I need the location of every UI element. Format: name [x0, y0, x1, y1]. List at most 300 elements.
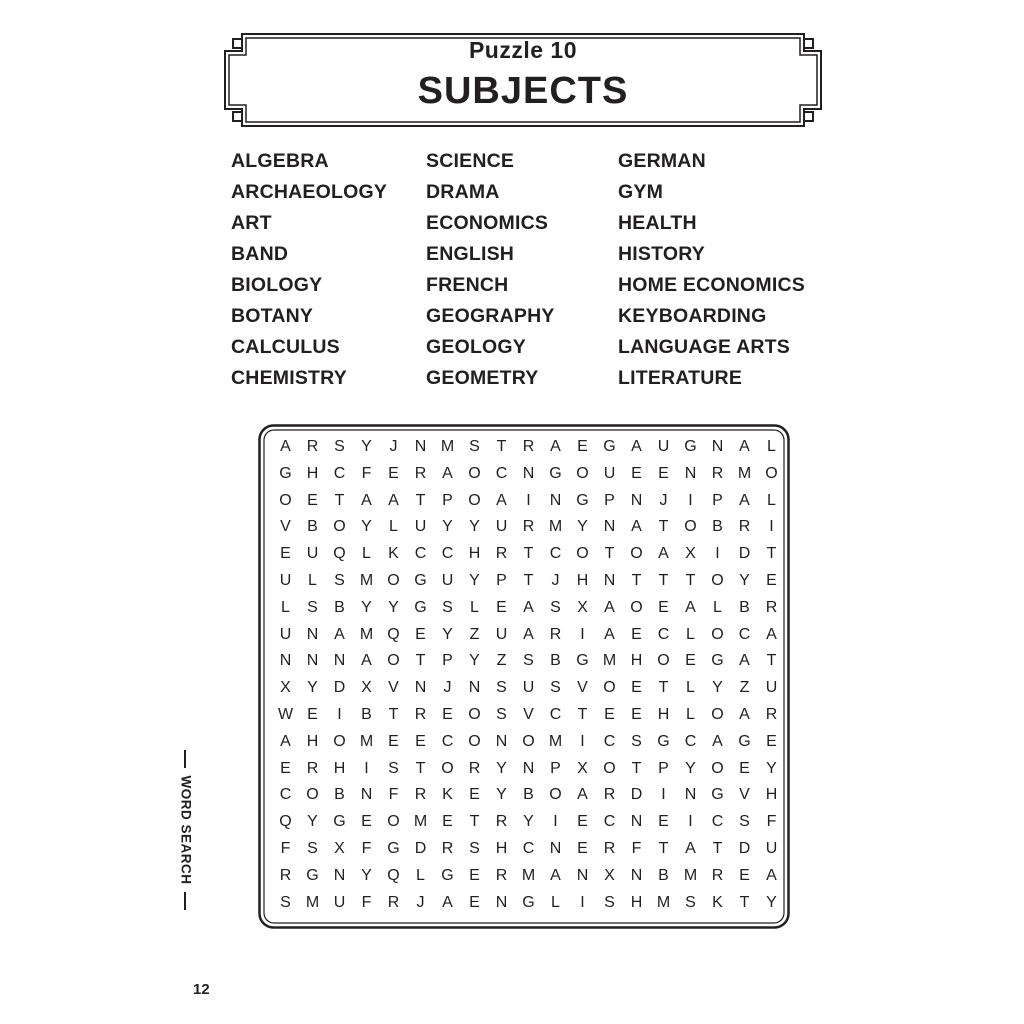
grid-letter[interactable]: R: [522, 518, 535, 536]
grid-letter[interactable]: O: [765, 464, 778, 482]
grid-letter[interactable]: L: [281, 598, 290, 616]
grid-letter[interactable]: Y: [361, 438, 372, 455]
grid-letter[interactable]: R: [414, 464, 427, 482]
grid-letter[interactable]: O: [441, 759, 454, 777]
grid-letter[interactable]: C: [603, 813, 616, 831]
grid-letter[interactable]: I: [580, 732, 585, 750]
grid-letter[interactable]: E: [766, 732, 777, 750]
grid-letter[interactable]: M: [656, 893, 671, 911]
grid-letter[interactable]: O: [603, 759, 616, 777]
grid-letter[interactable]: A: [685, 839, 696, 857]
grid-letter[interactable]: Q: [279, 813, 292, 831]
grid-letter[interactable]: E: [415, 732, 426, 750]
grid-letter[interactable]: X: [361, 679, 372, 697]
grid-letter[interactable]: N: [603, 571, 616, 589]
grid-letter[interactable]: E: [631, 625, 642, 643]
grid-letter[interactable]: X: [577, 598, 588, 616]
grid-letter[interactable]: I: [661, 786, 666, 804]
grid-letter[interactable]: O: [387, 652, 400, 670]
grid-letter[interactable]: H: [468, 545, 481, 563]
grid-letter[interactable]: A: [604, 598, 615, 616]
grid-letter[interactable]: A: [550, 438, 561, 455]
grid-letter[interactable]: G: [414, 598, 427, 616]
grid-letter[interactable]: A: [361, 491, 372, 509]
grid-letter[interactable]: T: [523, 571, 534, 589]
grid-letter[interactable]: T: [658, 839, 669, 857]
grid-letter[interactable]: R: [306, 759, 319, 777]
grid-letter[interactable]: Z: [469, 625, 480, 643]
grid-letter[interactable]: R: [738, 518, 751, 536]
grid-letter[interactable]: Y: [361, 866, 372, 884]
grid-letter[interactable]: G: [738, 732, 751, 750]
grid-letter[interactable]: H: [306, 732, 319, 750]
grid-letter[interactable]: R: [603, 839, 616, 857]
grid-letter[interactable]: H: [630, 893, 643, 911]
grid-letter[interactable]: G: [576, 491, 589, 509]
grid-letter[interactable]: F: [280, 839, 291, 857]
grid-letter[interactable]: P: [496, 571, 507, 589]
grid-letter[interactable]: X: [685, 545, 696, 563]
grid-letter[interactable]: Y: [496, 786, 507, 804]
grid-letter[interactable]: E: [577, 438, 588, 455]
grid-letter[interactable]: F: [361, 839, 372, 857]
grid-letter[interactable]: C: [711, 813, 724, 831]
grid-letter[interactable]: F: [766, 813, 777, 831]
grid-letter[interactable]: R: [765, 598, 778, 616]
grid-letter[interactable]: C: [603, 732, 616, 750]
grid-letter[interactable]: G: [684, 438, 697, 455]
grid-letter[interactable]: P: [442, 652, 453, 670]
grid-letter[interactable]: M: [521, 866, 536, 884]
grid-letter[interactable]: G: [522, 893, 535, 911]
grid-letter[interactable]: R: [495, 813, 508, 831]
grid-letter[interactable]: S: [469, 839, 480, 857]
grid-letter[interactable]: E: [631, 679, 642, 697]
grid-letter[interactable]: A: [739, 652, 750, 670]
grid-letter[interactable]: H: [657, 705, 670, 723]
grid-letter[interactable]: E: [307, 705, 318, 723]
grid-letter[interactable]: P: [550, 759, 561, 777]
grid-letter[interactable]: N: [306, 652, 319, 670]
grid-letter[interactable]: I: [580, 625, 585, 643]
grid-letter[interactable]: L: [416, 866, 425, 884]
grid-letter[interactable]: M: [602, 652, 617, 670]
grid-letter[interactable]: A: [280, 438, 291, 455]
grid-letter[interactable]: T: [685, 571, 696, 589]
grid-letter[interactable]: M: [440, 438, 455, 455]
grid-letter[interactable]: M: [305, 893, 320, 911]
grid-letter[interactable]: S: [334, 438, 345, 455]
grid-letter[interactable]: O: [711, 625, 724, 643]
grid-letter[interactable]: N: [684, 786, 697, 804]
grid-letter[interactable]: H: [630, 652, 643, 670]
grid-letter[interactable]: Y: [469, 571, 480, 589]
grid-letter[interactable]: E: [658, 813, 669, 831]
grid-letter[interactable]: W: [277, 705, 294, 723]
grid-letter[interactable]: L: [389, 518, 398, 536]
grid-letter[interactable]: V: [388, 679, 399, 697]
grid-letter[interactable]: O: [657, 652, 670, 670]
grid-letter[interactable]: R: [495, 866, 508, 884]
grid-letter[interactable]: T: [415, 652, 426, 670]
grid-letter[interactable]: Q: [387, 625, 400, 643]
grid-letter[interactable]: E: [415, 625, 426, 643]
grid-letter[interactable]: E: [577, 813, 588, 831]
grid-letter[interactable]: U: [441, 571, 454, 589]
grid-letter[interactable]: H: [576, 571, 589, 589]
grid-letter[interactable]: R: [414, 705, 427, 723]
grid-letter[interactable]: Y: [442, 625, 453, 643]
grid-letter[interactable]: I: [769, 518, 774, 536]
grid-letter[interactable]: M: [548, 518, 563, 536]
grid-letter[interactable]: L: [713, 598, 722, 616]
grid-letter[interactable]: I: [688, 813, 693, 831]
grid-letter[interactable]: E: [658, 464, 669, 482]
grid-letter[interactable]: S: [442, 598, 453, 616]
grid-letter[interactable]: O: [549, 786, 562, 804]
grid-letter[interactable]: B: [334, 598, 345, 616]
grid-letter[interactable]: S: [469, 438, 480, 455]
grid-letter[interactable]: M: [359, 571, 374, 589]
grid-letter[interactable]: S: [550, 598, 561, 616]
grid-letter[interactable]: L: [362, 545, 371, 563]
grid-letter[interactable]: A: [496, 491, 507, 509]
grid-letter[interactable]: P: [712, 491, 723, 509]
grid-letter[interactable]: D: [738, 839, 751, 857]
grid-letter[interactable]: H: [333, 759, 346, 777]
grid-letter[interactable]: N: [549, 839, 562, 857]
grid-letter[interactable]: Y: [442, 518, 453, 536]
grid-letter[interactable]: R: [441, 839, 454, 857]
grid-letter[interactable]: F: [361, 464, 372, 482]
grid-letter[interactable]: A: [523, 598, 534, 616]
grid-letter[interactable]: O: [468, 732, 481, 750]
grid-letter[interactable]: I: [553, 813, 558, 831]
grid-letter[interactable]: K: [712, 893, 723, 911]
grid-letter[interactable]: U: [765, 839, 778, 857]
grid-letter[interactable]: E: [469, 786, 480, 804]
grid-letter[interactable]: C: [549, 705, 562, 723]
grid-letter[interactable]: E: [280, 545, 291, 563]
grid-letter[interactable]: O: [630, 598, 643, 616]
grid-letter[interactable]: M: [359, 625, 374, 643]
grid-letter[interactable]: A: [712, 732, 723, 750]
grid-letter[interactable]: O: [279, 491, 292, 509]
grid-letter[interactable]: T: [469, 813, 480, 831]
grid-letter[interactable]: G: [711, 786, 724, 804]
grid-letter[interactable]: Y: [766, 893, 777, 911]
grid-letter[interactable]: L: [308, 571, 317, 589]
grid-letter[interactable]: E: [442, 705, 453, 723]
grid-letter[interactable]: G: [711, 652, 724, 670]
grid-letter[interactable]: R: [711, 866, 724, 884]
grid-letter[interactable]: E: [739, 759, 750, 777]
grid-letter[interactable]: N: [333, 652, 346, 670]
grid-letter[interactable]: R: [522, 438, 535, 455]
grid-letter[interactable]: U: [279, 625, 292, 643]
grid-letter[interactable]: Y: [739, 571, 750, 589]
grid-letter[interactable]: P: [604, 491, 615, 509]
grid-letter[interactable]: E: [631, 705, 642, 723]
grid-letter[interactable]: T: [523, 545, 534, 563]
grid-letter[interactable]: J: [416, 893, 425, 911]
grid-letter[interactable]: Y: [685, 759, 696, 777]
grid-letter[interactable]: T: [766, 545, 777, 563]
grid-letter[interactable]: Q: [387, 866, 400, 884]
grid-letter[interactable]: L: [767, 491, 776, 509]
grid-letter[interactable]: Y: [361, 598, 372, 616]
grid-letter[interactable]: A: [739, 705, 750, 723]
grid-letter[interactable]: M: [359, 732, 374, 750]
grid-letter[interactable]: C: [495, 464, 508, 482]
grid-letter[interactable]: L: [551, 893, 560, 911]
grid-letter[interactable]: O: [306, 786, 319, 804]
grid-letter[interactable]: Z: [496, 652, 507, 670]
grid-letter[interactable]: X: [280, 679, 291, 697]
grid-letter[interactable]: A: [442, 464, 453, 482]
grid-letter[interactable]: E: [469, 866, 480, 884]
grid-letter[interactable]: F: [388, 786, 399, 804]
grid-letter[interactable]: A: [577, 786, 588, 804]
grid-letter[interactable]: L: [470, 598, 479, 616]
grid-letter[interactable]: L: [686, 705, 695, 723]
grid-letter[interactable]: E: [280, 759, 291, 777]
grid-letter[interactable]: S: [388, 759, 399, 777]
grid-letter[interactable]: N: [522, 759, 535, 777]
grid-letter[interactable]: O: [576, 545, 589, 563]
grid-letter[interactable]: X: [334, 839, 345, 857]
grid-letter[interactable]: B: [712, 518, 723, 536]
grid-letter[interactable]: C: [414, 545, 427, 563]
grid-letter[interactable]: G: [603, 438, 616, 455]
grid-letter[interactable]: I: [364, 759, 369, 777]
grid-letter[interactable]: S: [685, 893, 696, 911]
grid-letter[interactable]: R: [279, 866, 292, 884]
grid-letter[interactable]: Z: [739, 679, 750, 697]
grid-letter[interactable]: Y: [496, 759, 507, 777]
grid-letter[interactable]: E: [658, 598, 669, 616]
grid-letter[interactable]: G: [414, 571, 427, 589]
grid-letter[interactable]: R: [711, 464, 724, 482]
grid-letter[interactable]: G: [279, 464, 292, 482]
grid-letter[interactable]: Y: [361, 518, 372, 536]
grid-letter[interactable]: R: [387, 893, 400, 911]
grid-letter[interactable]: E: [739, 866, 750, 884]
grid-letter[interactable]: S: [280, 893, 291, 911]
grid-letter[interactable]: N: [360, 786, 373, 804]
grid-letter[interactable]: C: [657, 625, 670, 643]
grid-letter[interactable]: O: [684, 518, 697, 536]
grid-letter[interactable]: S: [307, 839, 318, 857]
grid-letter[interactable]: O: [387, 813, 400, 831]
grid-letter[interactable]: N: [549, 491, 562, 509]
grid-letter[interactable]: N: [711, 438, 724, 455]
grid-letter[interactable]: S: [550, 679, 561, 697]
grid-letter[interactable]: U: [333, 893, 346, 911]
grid-letter[interactable]: I: [337, 705, 342, 723]
grid-letter[interactable]: A: [766, 625, 777, 643]
grid-letter[interactable]: C: [522, 839, 535, 857]
grid-letter[interactable]: X: [604, 866, 615, 884]
grid-letter[interactable]: T: [658, 679, 669, 697]
grid-letter[interactable]: C: [441, 732, 454, 750]
grid-letter[interactable]: E: [766, 571, 777, 589]
grid-letter[interactable]: A: [631, 518, 642, 536]
grid-letter[interactable]: E: [307, 491, 318, 509]
grid-letter[interactable]: U: [495, 625, 508, 643]
grid-letter[interactable]: E: [577, 839, 588, 857]
grid-letter[interactable]: Y: [523, 813, 534, 831]
grid-letter[interactable]: S: [631, 732, 642, 750]
grid-letter[interactable]: C: [441, 545, 454, 563]
grid-letter[interactable]: B: [658, 866, 669, 884]
grid-letter[interactable]: B: [550, 652, 561, 670]
grid-letter[interactable]: T: [388, 705, 399, 723]
grid-letter[interactable]: E: [604, 705, 615, 723]
grid-letter[interactable]: N: [684, 464, 697, 482]
grid-letter[interactable]: X: [577, 759, 588, 777]
grid-letter[interactable]: S: [334, 571, 345, 589]
grid-letter[interactable]: E: [442, 813, 453, 831]
grid-letter[interactable]: M: [548, 732, 563, 750]
grid-letter[interactable]: N: [414, 438, 427, 455]
grid-letter[interactable]: G: [333, 813, 346, 831]
grid-letter[interactable]: T: [334, 491, 345, 509]
grid-letter[interactable]: E: [361, 813, 372, 831]
grid-letter[interactable]: Q: [333, 545, 346, 563]
grid-letter[interactable]: R: [468, 759, 481, 777]
grid-letter[interactable]: T: [415, 491, 426, 509]
grid-letter[interactable]: M: [737, 464, 752, 482]
grid-letter[interactable]: Y: [577, 518, 588, 536]
grid-letter[interactable]: J: [551, 571, 560, 589]
grid-letter[interactable]: S: [604, 893, 615, 911]
grid-letter[interactable]: U: [495, 518, 508, 536]
grid-letter[interactable]: D: [414, 839, 427, 857]
grid-letter[interactable]: O: [333, 518, 346, 536]
grid-letter[interactable]: T: [604, 545, 615, 563]
grid-letter[interactable]: C: [333, 464, 346, 482]
grid-letter[interactable]: B: [334, 786, 345, 804]
grid-letter[interactable]: A: [685, 598, 696, 616]
grid-letter[interactable]: O: [711, 759, 724, 777]
grid-letter[interactable]: E: [388, 464, 399, 482]
grid-letter[interactable]: A: [361, 652, 372, 670]
grid-letter[interactable]: O: [468, 705, 481, 723]
grid-letter[interactable]: Y: [388, 598, 399, 616]
grid-letter[interactable]: O: [468, 464, 481, 482]
grid-letter[interactable]: A: [523, 625, 534, 643]
grid-letter[interactable]: M: [413, 813, 428, 831]
grid-letter[interactable]: R: [495, 545, 508, 563]
grid-letter[interactable]: M: [683, 866, 698, 884]
grid-letter[interactable]: B: [739, 598, 750, 616]
grid-letter[interactable]: A: [550, 866, 561, 884]
grid-letter[interactable]: O: [603, 679, 616, 697]
grid-letter[interactable]: G: [387, 839, 400, 857]
grid-letter[interactable]: T: [631, 759, 642, 777]
grid-letter[interactable]: F: [631, 839, 642, 857]
grid-letter[interactable]: V: [280, 518, 291, 536]
grid-letter[interactable]: J: [443, 679, 452, 697]
grid-letter[interactable]: F: [361, 893, 372, 911]
grid-letter[interactable]: R: [306, 438, 319, 455]
grid-letter[interactable]: J: [659, 491, 668, 509]
grid-letter[interactable]: T: [577, 705, 588, 723]
grid-letter[interactable]: C: [738, 625, 751, 643]
grid-letter[interactable]: G: [306, 866, 319, 884]
grid-letter[interactable]: N: [333, 866, 346, 884]
grid-letter[interactable]: T: [496, 438, 507, 455]
grid-letter[interactable]: U: [522, 679, 535, 697]
grid-letter[interactable]: U: [603, 464, 616, 482]
grid-letter[interactable]: D: [630, 786, 643, 804]
grid-letter[interactable]: U: [279, 571, 292, 589]
grid-letter[interactable]: E: [631, 464, 642, 482]
grid-letter[interactable]: C: [279, 786, 292, 804]
grid-letter[interactable]: O: [711, 705, 724, 723]
grid-letter[interactable]: S: [523, 652, 534, 670]
grid-letter[interactable]: V: [523, 705, 534, 723]
grid-letter[interactable]: O: [468, 491, 481, 509]
grid-letter[interactable]: R: [765, 705, 778, 723]
grid-letter[interactable]: V: [577, 679, 588, 697]
grid-letter[interactable]: U: [414, 518, 427, 536]
grid-letter[interactable]: A: [388, 491, 399, 509]
grid-letter[interactable]: O: [576, 464, 589, 482]
grid-letter[interactable]: T: [658, 571, 669, 589]
grid-letter[interactable]: I: [526, 491, 531, 509]
grid-letter[interactable]: N: [522, 464, 535, 482]
grid-letter[interactable]: R: [414, 786, 427, 804]
grid-letter[interactable]: G: [657, 732, 670, 750]
grid-letter[interactable]: O: [387, 571, 400, 589]
grid-letter[interactable]: J: [389, 438, 398, 455]
grid-letter[interactable]: T: [739, 893, 750, 911]
grid-letter[interactable]: R: [549, 625, 562, 643]
grid-letter[interactable]: K: [442, 786, 453, 804]
grid-letter[interactable]: T: [712, 839, 723, 857]
grid-letter[interactable]: Y: [766, 759, 777, 777]
grid-letter[interactable]: S: [307, 598, 318, 616]
grid-letter[interactable]: G: [549, 464, 562, 482]
grid-letter[interactable]: A: [658, 545, 669, 563]
grid-letter[interactable]: Y: [712, 679, 723, 697]
grid-letter[interactable]: A: [280, 732, 291, 750]
grid-letter[interactable]: I: [688, 491, 693, 509]
grid-letter[interactable]: N: [279, 652, 292, 670]
grid-letter[interactable]: T: [631, 571, 642, 589]
grid-letter[interactable]: N: [495, 732, 508, 750]
grid-letter[interactable]: N: [495, 893, 508, 911]
grid-letter[interactable]: D: [333, 679, 346, 697]
grid-letter[interactable]: N: [630, 866, 643, 884]
grid-letter[interactable]: O: [333, 732, 346, 750]
grid-letter[interactable]: N: [630, 491, 643, 509]
grid-letter[interactable]: G: [441, 866, 454, 884]
grid-letter[interactable]: S: [739, 813, 750, 831]
grid-letter[interactable]: A: [766, 866, 777, 884]
grid-letter[interactable]: U: [657, 438, 670, 455]
grid-letter[interactable]: T: [658, 518, 669, 536]
grid-letter[interactable]: L: [767, 438, 776, 455]
grid-letter[interactable]: E: [469, 893, 480, 911]
grid-letter[interactable]: N: [468, 679, 481, 697]
grid-letter[interactable]: H: [306, 464, 319, 482]
grid-letter[interactable]: G: [576, 652, 589, 670]
grid-letter[interactable]: B: [361, 705, 372, 723]
grid-letter[interactable]: N: [603, 518, 616, 536]
